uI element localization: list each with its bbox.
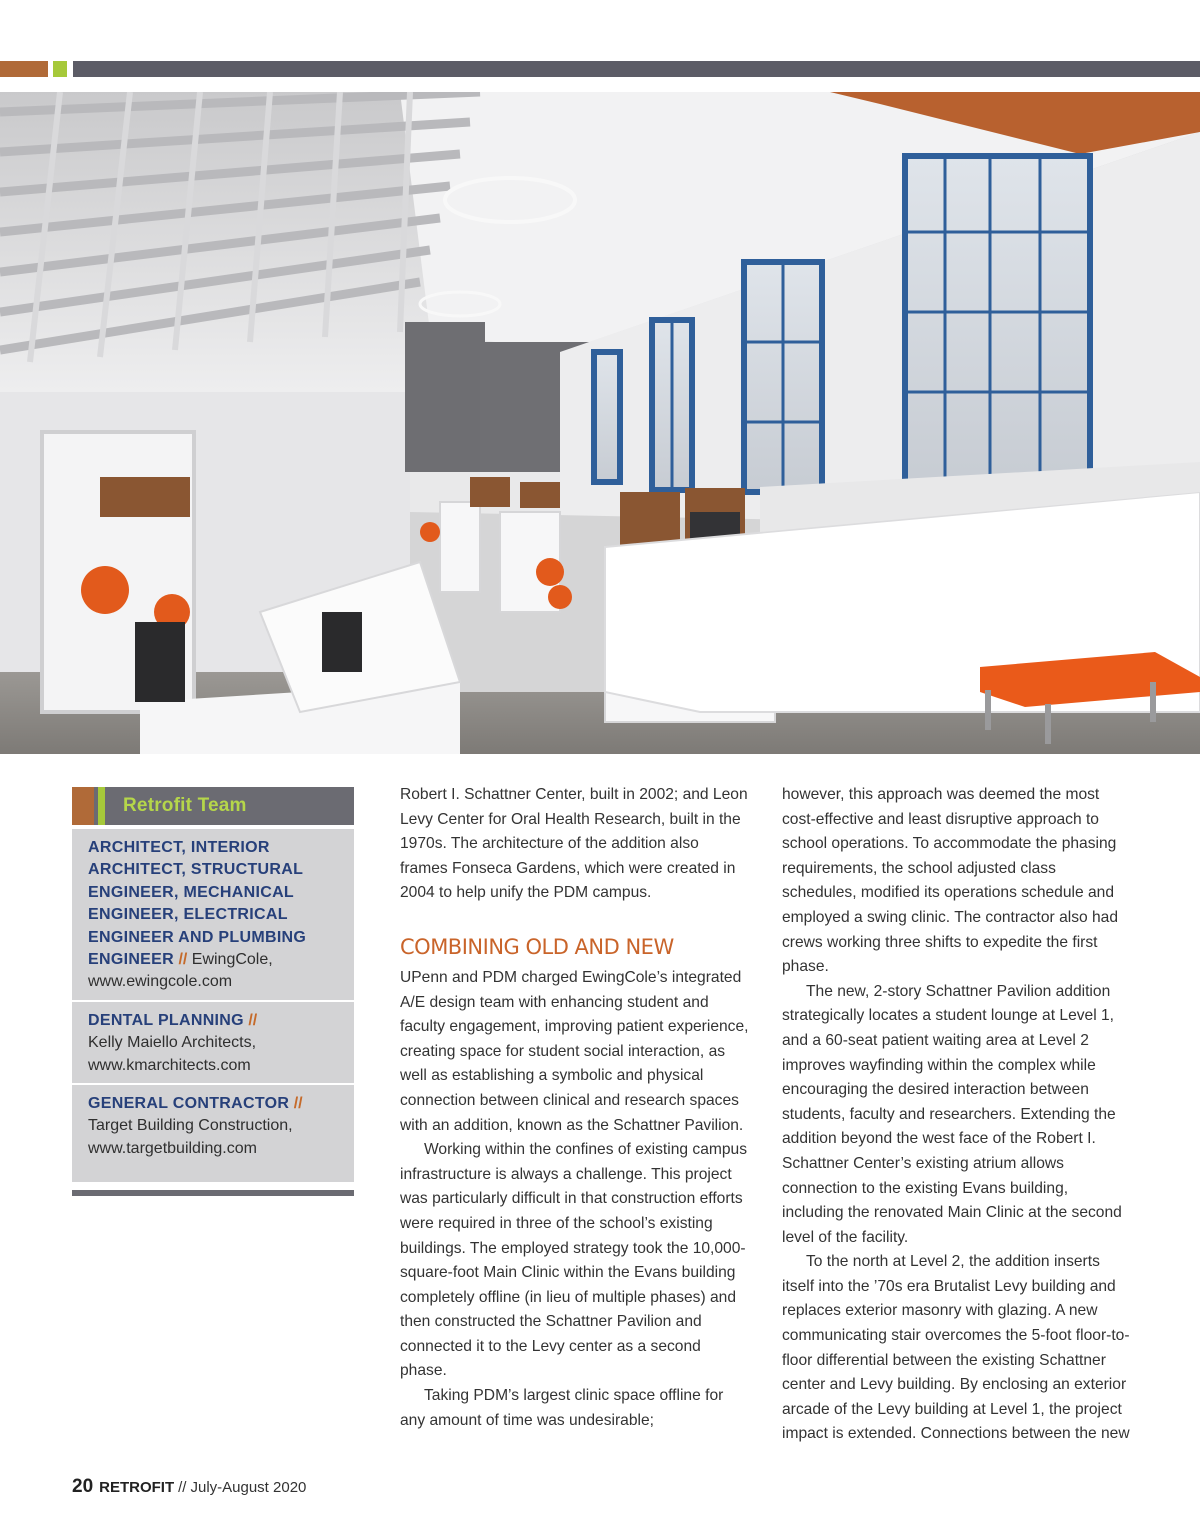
article-paragraph: Robert I. Schattner Center, built in 2002; and Leon Levy Center for Oral Health Research, built in the 1970s. The architecture of the addition also frames Fonseca Gardens, which were created in 2004 to help unify the PDM campus.	[400, 786, 748, 902]
article-paragraph: The new, 2-story Schattner Pavilion addition strategically locates a student lounge at Level 1, and a 60-seat patient waiting area at Level 2 improves wayfinding within the complex while encouraging the desired interaction between students, faculty and researchers. Extending the addition beyond the west face of the Robert I. Schattner Center’s existing atrium allows connection to the existing Evans building, including the renovated Main Clinic at the second level of the facility.	[782, 982, 1122, 1246]
top-rule-green-block	[53, 61, 67, 77]
sidebar-bottom-rule	[72, 1190, 354, 1196]
retrofit-team-list	[72, 829, 354, 1182]
team-separator: //	[248, 1011, 258, 1029]
team-role: ARCHITECT, INTERIOR ARCHITECT, STRUCTURAL ENGINEER, MECHANICAL ENGINEER, ELECTRICAL ENGINEER AND PLUMBING ENGINEER	[88, 839, 307, 969]
issue-date: July-August 2020	[190, 1479, 307, 1496]
article-column-1	[400, 783, 750, 1433]
retrofit-team-box	[72, 787, 354, 1196]
team-url[interactable]: www.targetbuilding.com	[88, 1139, 257, 1157]
team-entry-architect	[72, 829, 354, 1002]
header-green-stripe	[98, 787, 105, 825]
top-rule	[0, 61, 1200, 77]
header-brown-stripe	[72, 787, 94, 825]
article-paragraph: Working within the confines of existing campus infrastructure is always a challenge. This project was particularly difficult in that construction efforts were required in three of the school’s existing buildings. The employed strategy took the 10,000-square-foot Main Clinic within the Evans building completely offline (in lieu of multiple phases) and then constructed the Schattner Pavilion and connected it to the Levy center as a second phase.	[400, 1141, 748, 1380]
team-role: DENTAL PLANNING	[88, 1011, 244, 1029]
team-entry-general-contractor	[72, 1085, 354, 1182]
clinic-interior-photo	[0, 92, 1200, 754]
section-heading: COMBINING OLD AND NEW	[400, 934, 674, 959]
top-rule-brown-block	[0, 61, 48, 77]
page-footer	[72, 1476, 306, 1498]
article-paragraph: Taking PDM’s largest clinic space offline for any amount of time was undesirable;	[400, 1387, 724, 1429]
team-firm: Target Building Construction,	[88, 1117, 293, 1135]
team-url[interactable]: www.kmarchitects.com	[88, 1056, 251, 1074]
team-firm: EwingCole,	[187, 951, 273, 969]
article-paragraph: UPenn and PDM charged EwingCole’s integrated A/E design team with enhancing student and faculty engagement, improving patient experience, creating space for student social interaction, as well as establishing a symbolic and physical connection between clinical and research spaces with an addition, known as the Schattner Pavilion.	[400, 968, 749, 1134]
magazine-name: RETROFIT	[99, 1479, 175, 1496]
retrofit-team-header	[72, 787, 354, 825]
article-paragraph: however, this approach was deemed the most cost-effective and least disruptive approach to school operations. To accommodate the phasing requirements, the school adjusted class schedules, modified its operations schedule and employed a swing clinic. The contractor also had crews working three shifts to expedite the first phase.	[782, 786, 1119, 976]
team-role: GENERAL CONTRACTOR	[88, 1095, 290, 1113]
retrofit-team-title: Retrofit Team	[123, 795, 247, 816]
team-entry-dental-planning	[72, 1002, 354, 1085]
article-paragraph: To the north at Level 2, the addition inserts itself into the ’70s era Brutalist Levy building and replaces exterior masonry with glazing. A new communicating stair overcomes the 5-foot floor-to-floor differential between the existing Schattner center and Levy building. By enclosing an exterior arcade of the Levy building at Level 1, the project impact is extended. Connections between the new	[782, 1253, 1130, 1443]
team-separator: //	[178, 951, 188, 969]
article-column-2	[782, 783, 1132, 1447]
team-separator: //	[293, 1095, 303, 1113]
team-url[interactable]: www.ewingcole.com	[88, 973, 233, 991]
top-rule-gray-bar	[73, 61, 1200, 77]
footer-separator: //	[178, 1479, 187, 1496]
team-firm: Kelly Maiello Architects,	[88, 1034, 257, 1052]
page-number: 20	[72, 1476, 94, 1497]
